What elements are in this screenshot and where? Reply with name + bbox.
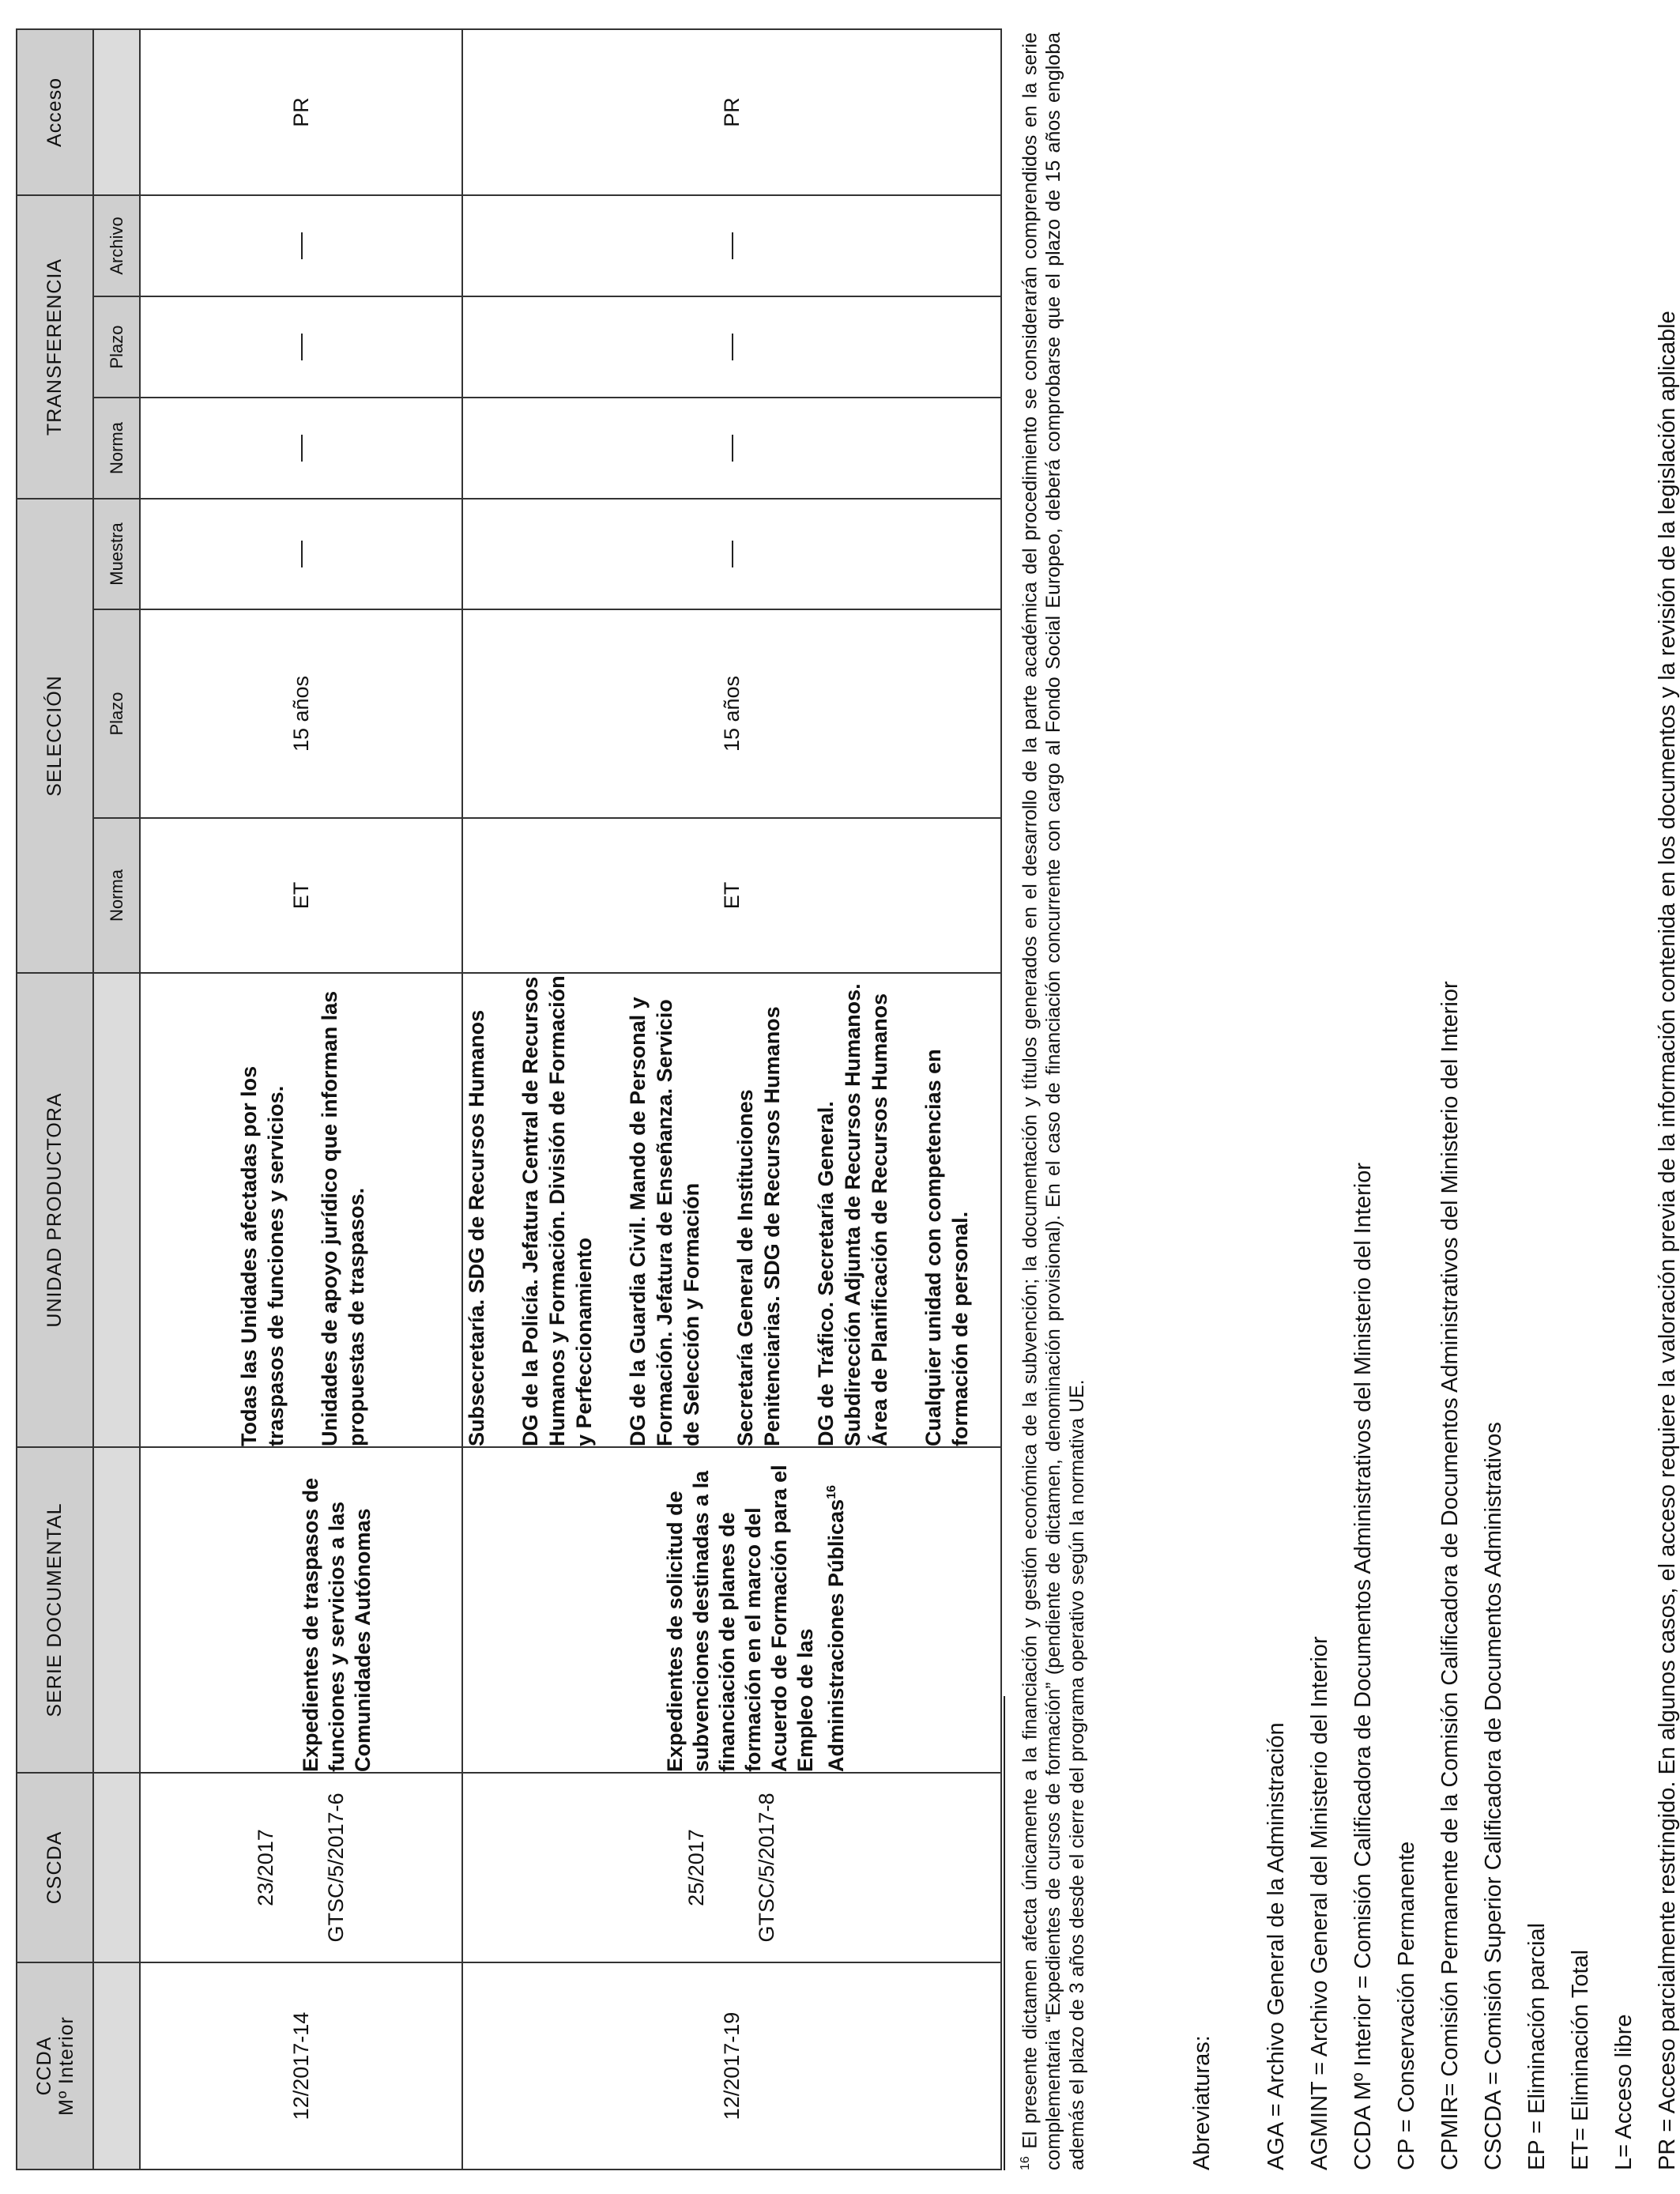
abbreviation-item: CCDA Mº Interior = Comisión Calificadora de Documentos Administrativos del Ministerio del Interior [1350, 1162, 1376, 2170]
subheader-tr-norma: Norma [93, 398, 140, 499]
abbreviations [1188, 36, 1680, 2170]
header-cscda: CSCDA [17, 1773, 93, 1962]
table-row [462, 29, 1001, 2169]
unidad-productora [140, 973, 462, 1447]
subheader-empty [93, 1773, 140, 1962]
acceso: PR [462, 29, 1001, 195]
sel-norma: ET [462, 818, 1001, 973]
subheader-empty [93, 1962, 140, 2169]
subheader-empty [93, 973, 140, 1447]
ccda-code: 12/2017-19 [462, 1962, 1001, 2169]
footnote-text: El presente dictamen afecta únicamente a la financiación y gestión económica de la subvención; la documentación y títulos generados en el desarrollo de la parte académica del procedimiento se considerarán comprendidos en la serie complementaria “Expedientes de cursos de formación” (pendiente de dictamen, denominación provisional). En el caso de financiación concurrente con cargo al Fondo Social Europeo, deberá comprobarse que el plazo de 15 años engloba además el plazo de 3 años desde el cierre del programa operativo según la normativa UE. [1019, 32, 1089, 2170]
abbreviation-item: CPMIR= Comisión Permanente de la Comisión Calificadora de Documentos Administrativos del Ministerio del Interior [1437, 981, 1463, 2170]
subheader-tr-plazo: Plazo [93, 296, 140, 398]
header-serie: SERIE DOCUMENTAL [17, 1447, 93, 1773]
abbreviation-item: PR = Acceso parcialmente restringido. En algunos casos, el acceso requiere la valoración previa de la información contenida en los documentos y la revisión de la legislación aplicable [1655, 311, 1680, 2170]
dictamen-table [16, 28, 1002, 2170]
subheader-empty [93, 29, 140, 195]
unidad-item: Todas las Unidades afectadas por los traspasos de funciones y servicios. [237, 1065, 288, 1446]
footnote-ref: 16 [824, 1485, 838, 1499]
header-ccda [17, 1962, 93, 2169]
acceso: PR [140, 29, 462, 195]
tr-archivo [462, 195, 1001, 296]
tr-plazo [462, 296, 1001, 398]
serie-documental [462, 1447, 1001, 1773]
tr-archivo [140, 195, 462, 296]
abbreviation-item: AGMINT = Archivo General del Ministerio del Interior [1307, 1636, 1332, 2170]
tr-norma [140, 398, 462, 499]
unidad-productora [462, 973, 1001, 1447]
abbreviation-item: AGA = Archivo General de la Administración [1264, 1722, 1289, 2170]
sel-muestra [462, 499, 1001, 609]
tr-norma [462, 398, 1001, 499]
ccda-code: 12/2017-14 [140, 1962, 462, 2169]
cscda-code: GTSC/5/2017-6 [324, 1793, 348, 1943]
footnote [1014, 32, 1089, 2170]
abbreviation-item: CSCDA = Comisión Superior Calificadora de Documentos Administrativos [1481, 1422, 1506, 2170]
tr-plazo [140, 296, 462, 398]
abbreviation-item: EP = Eliminación parcial [1524, 1923, 1550, 2170]
cscda-number: 25/2017 [684, 1829, 708, 1906]
sel-muestra [140, 499, 462, 609]
dash-icon [732, 334, 733, 360]
header-acceso: Acceso [17, 29, 93, 195]
dash-icon [301, 334, 303, 360]
unidad-item: DG de Tráfico. Secretaría General. Subdirección Adjunta de Recursos Humanos. Área de Planificación de Recursos Humanos [814, 983, 891, 1446]
header-transferencia: TRANSFERENCIA [17, 195, 93, 499]
dash-icon [301, 435, 303, 462]
serie-text: Expedientes de solicitud de subvenciones destinadas a la financiación de planes de formación en el marco del Acuerdo de Formación para el Empleo de las Administraciones Públicas [662, 1465, 848, 1772]
abbreviation-item: L= Acceso libre [1611, 2014, 1637, 2170]
dash-icon [301, 541, 303, 567]
dash-icon [732, 435, 733, 462]
header-ccda-sublabel: Mº Interior [55, 2016, 77, 2116]
subheader-sel-norma: Norma [93, 818, 140, 973]
abbreviation-item: CP = Conservación Permanente [1394, 1841, 1419, 2170]
serie-documental [140, 1447, 462, 1773]
cscda-cell [140, 1773, 462, 1962]
cscda-cell [462, 1773, 1001, 1962]
unidad-item: Secretaría General de Instituciones Penitenciarias. SDG de Recursos Humanos [733, 1006, 784, 1446]
table-row [140, 29, 462, 2169]
cscda-number: 23/2017 [254, 1829, 277, 1906]
footnote-divider [1004, 1696, 1005, 2170]
unidad-item: DG de la Guardia Civil. Mando de Personal y Formación. Jefatura de Enseñanza. Servicio de Selección y Formación [626, 997, 703, 1446]
sel-plazo: 15 años [140, 609, 462, 818]
header-unidad: UNIDAD PRODUCTORA [17, 973, 93, 1447]
header-seleccion: SELECCIÓN [17, 499, 93, 973]
dash-icon [732, 541, 733, 567]
subheader-sel-plazo: Plazo [93, 609, 140, 818]
sel-norma: ET [140, 818, 462, 973]
unidad-item: Cualquier unidad con competencias en formación de personal. [921, 1049, 972, 1446]
serie-text: Expedientes de traspasos de funciones y servicios a las Comunidades Autónomas [298, 1477, 375, 1772]
abbreviation-item: ET= Eliminación Total [1568, 1949, 1593, 2170]
header-ccda-label: CCDA [32, 2036, 55, 2096]
unidad-item: DG de la Policía. Jefatura Central de Recursos Humanos y Formación. División de Formación y Perfeccionamiento [518, 975, 596, 1446]
footnote-number: 16 [1019, 2156, 1032, 2170]
unidad-item: Subsecretaría. SDG de Recursos Humanos [465, 1009, 488, 1446]
unidad-item: Unidades de apoyo jurídico que informan las propuestas de traspasos. [318, 990, 368, 1446]
abbreviations-title: Abreviaturas: [1189, 2035, 1215, 2170]
sel-plazo: 15 años [462, 609, 1001, 818]
dash-icon [732, 232, 733, 259]
cscda-code: GTSC/5/2017-8 [755, 1793, 778, 1943]
dash-icon [301, 232, 303, 259]
subheader-sel-muestra: Muestra [93, 499, 140, 609]
subheader-empty [93, 1447, 140, 1773]
subheader-tr-archivo: Archivo [93, 195, 140, 296]
